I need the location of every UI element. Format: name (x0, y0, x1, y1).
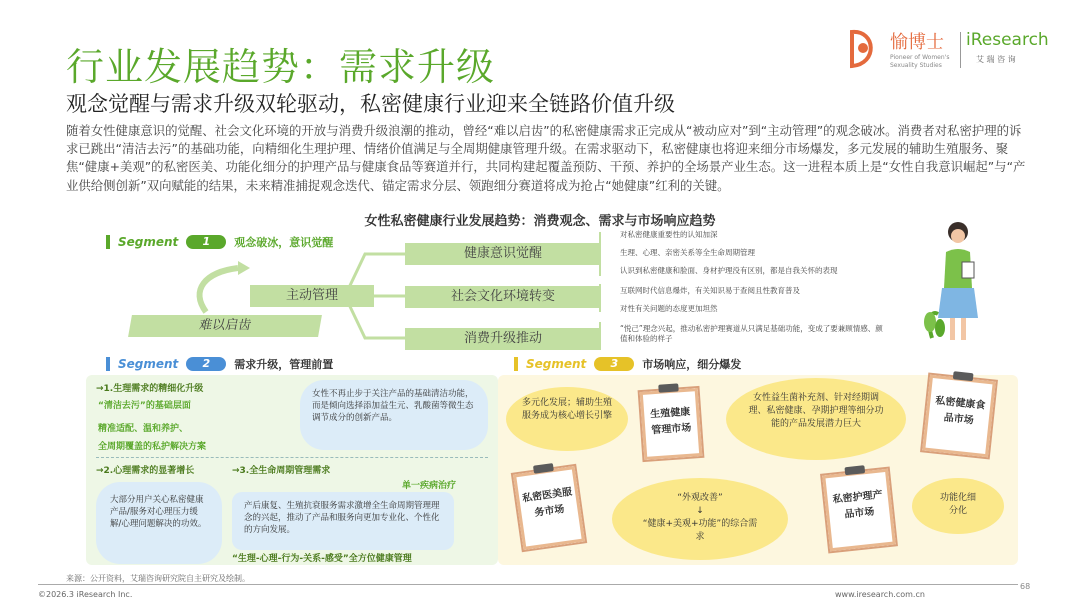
seg2-item-3-footer: “生理-心理-行为-关系-感受”全方位健康管理 (232, 554, 412, 564)
seg1-center-box: 主动管理 (250, 285, 374, 307)
seg1-arrow-head (238, 261, 250, 275)
seg1-curve-arrow (200, 268, 238, 312)
seg3-clipboard-4-label: 私密护理产品市场 (832, 489, 884, 521)
seg3-bubble-bottom (612, 478, 788, 560)
doctor-logo-name: 愉博士 (890, 32, 944, 53)
seg1-branch-2-label: 社会文化环境转变 (405, 286, 601, 308)
seg2-item-1-line-1: “清洁去污”的基础层面 (98, 401, 191, 411)
seg3-bubble-right: 功能化细分化 (912, 478, 1004, 534)
seg2-item-1-bubble: 女性不再止步于关注产品的基础清洁功能，而是倾向选择添加益生元、乳酸菌等微生态调节成分的创新产品。 (300, 380, 488, 450)
seg3-clipboard-3 (511, 464, 587, 552)
seg3-clipboard-2-label: 私密健康食品市场 (934, 395, 986, 427)
segment-1-word: Segment (118, 235, 179, 249)
doctor-logo (846, 24, 956, 74)
seg1-start-box: 难以启齿 (128, 315, 322, 337)
iresearch-logo-name: iResearch (966, 30, 1049, 50)
seg2-item-1-title: →1.生理需求的精细化升级 (96, 384, 204, 394)
seg1-note-1-3: 认识到私密健康和脸面、身材护理没有区别，都是自我关怀的表现 (620, 266, 838, 275)
logo-divider (960, 32, 961, 68)
footer-url[interactable]: www.iresearch.com.cn (835, 590, 925, 599)
iresearch-logo-cn: 艾 瑞 咨 询 (976, 55, 1016, 64)
seg3-clipboard-1-label: 生殖健康管理市场 (649, 406, 692, 437)
segment-3-desc: 市场响应，细分爆发 (642, 358, 742, 371)
segment-3-number: 3 (594, 357, 634, 371)
page-subtitle: 观念觉醒与需求升级双轮驱动，私密健康行业迎来全链路价值升级 (66, 92, 675, 116)
seg2-item-1-line-2: 精准适配、温和养护、 (98, 424, 189, 434)
seg1-note-1-1: 对私密健康重要性的认知加深 (620, 230, 718, 239)
iresearch-logo (966, 30, 1056, 74)
seg3-clipboard-2 (920, 373, 998, 460)
seg1-note-2-2: 对性有关问题的态度更加坦然 (620, 304, 718, 313)
seg3-bubble-bottom-line-2: “健康+美观+功能”的综合需求 (642, 519, 758, 542)
diagram-title: 女性私密健康行业发展趋势：消费观念、需求与市场响应趋势 (364, 214, 716, 229)
seg2-item-2-title: →2.心理需求的显著增长 (96, 466, 195, 476)
seg1-branch-1-label: 健康意识觉醒 (405, 243, 601, 265)
seg1-note-1-2: 生理、心理、亲密关系等全生命周期管理 (620, 248, 755, 257)
page-number: 68 (1020, 582, 1031, 591)
doctor-logo-tagline-2: Sexuality Studies (890, 62, 942, 69)
seg2-item-3-title: →3.全生命周期管理需求 (232, 466, 331, 476)
segment-2-number: 2 (186, 357, 226, 371)
footer-copyright: ©2026.3 iResearch Inc. (38, 590, 133, 599)
segment-1-bar-icon (106, 235, 110, 249)
seg3-bubble-bottom-line-1: “外观改善” (677, 493, 723, 503)
segment-2-word: Segment (118, 357, 179, 371)
segment-1-number: 1 (186, 235, 226, 249)
seg2-item-1-line-3: 全周期覆盖的私护解决方案 (98, 442, 207, 452)
segment-3-header (514, 356, 741, 372)
segment-3-word: Segment (526, 357, 587, 371)
doctor-logo-icon (846, 26, 880, 70)
seg3-clipboard-1 (638, 386, 705, 462)
segment-2-bar-icon (106, 357, 110, 371)
segment-2-desc: 需求升级，管理前置 (234, 358, 334, 371)
seg1-branch-3-label: 消费升级推动 (405, 328, 601, 350)
seg3-clipboard-3-label: 私密医美服务市场 (521, 486, 573, 519)
footer-source: 来源：公开资料，艾瑞咨询研究院自主研究及绘制。 (66, 574, 250, 583)
seg2-divider (96, 457, 488, 458)
segment-3-bar-icon (514, 357, 518, 371)
seg1-note-2-1: 互联网时代信息爆炸，有关知识易于查阅且性教育普及 (620, 286, 800, 295)
doctor-logo-tagline-1: Pioneer of Women's (890, 54, 950, 61)
intro-paragraph: 随着女性健康意识的觉醒、社会文化环境的开放与消费升级浪潮的推动，曾经“难以启齿”的私密健康需求正完成从“被动应对”到“主动管理”的观念破冰。消费者对私密护理的诉求已跳出“清洁去污”的基础功能，向精细化生理护理、情绪价值满足与全周期健康管理升级。在需求驱动下，私密健康也将迎来细分市场爆发，多元发展的辅助生殖服务、聚焦“健康+美观”的私密医美、功能化细分的护理产品与健康食品等赛道并行，共同构建起覆盖预防、干预、养护的全场景产业生态。这一进程本质上是“女性自我意识崛起”与“产业供给侧创新”双向赋能的结果，未来精准捕捉观念迭代、锚定需求分层、领跑细分赛道将成为抢占“她健康”红利的关键。 (66, 123, 1026, 193)
seg2-item-2-bubble: 大部分用户关心私密健康产品/服务对心理压力缓解/心理问题解决的功效。 (96, 482, 222, 564)
footer-rule (38, 584, 1018, 585)
page-title: 行业发展趋势：需求升级 (66, 45, 496, 89)
seg2-item-3-tag: 单一疾病治疗 (402, 481, 457, 491)
seg2-item-3-bubble: 产后康复、生殖抗衰服务需求激增全生命周期管理理念的兴起，推动了产品和服务向更加专业化、个性化的方向发展。 (232, 492, 454, 550)
seg1-note-3-1: “悦己”理念兴起，推动私密护理赛道从只满足基础功能，变成了要兼顾情感、颜值和体验的样子 (620, 324, 883, 343)
seg3-clipboard-4 (820, 467, 898, 554)
segment-1-desc: 观念破冰，意识觉醒 (234, 236, 334, 249)
segment-1-header (106, 234, 333, 250)
seg3-bubble-left: 多元化发展；辅助生殖服务成为核心增长引擎 (506, 387, 628, 451)
seg3-bubble-mid: 女性益生菌补充剂、针对经期调理、私密健康、孕期护理等细分功能的产品发展潜力巨大 (726, 378, 906, 460)
woman-illustration (918, 218, 998, 348)
seg3-bubble-bottom-arrow: ↓ (696, 506, 704, 516)
segment-2-header (106, 356, 333, 372)
